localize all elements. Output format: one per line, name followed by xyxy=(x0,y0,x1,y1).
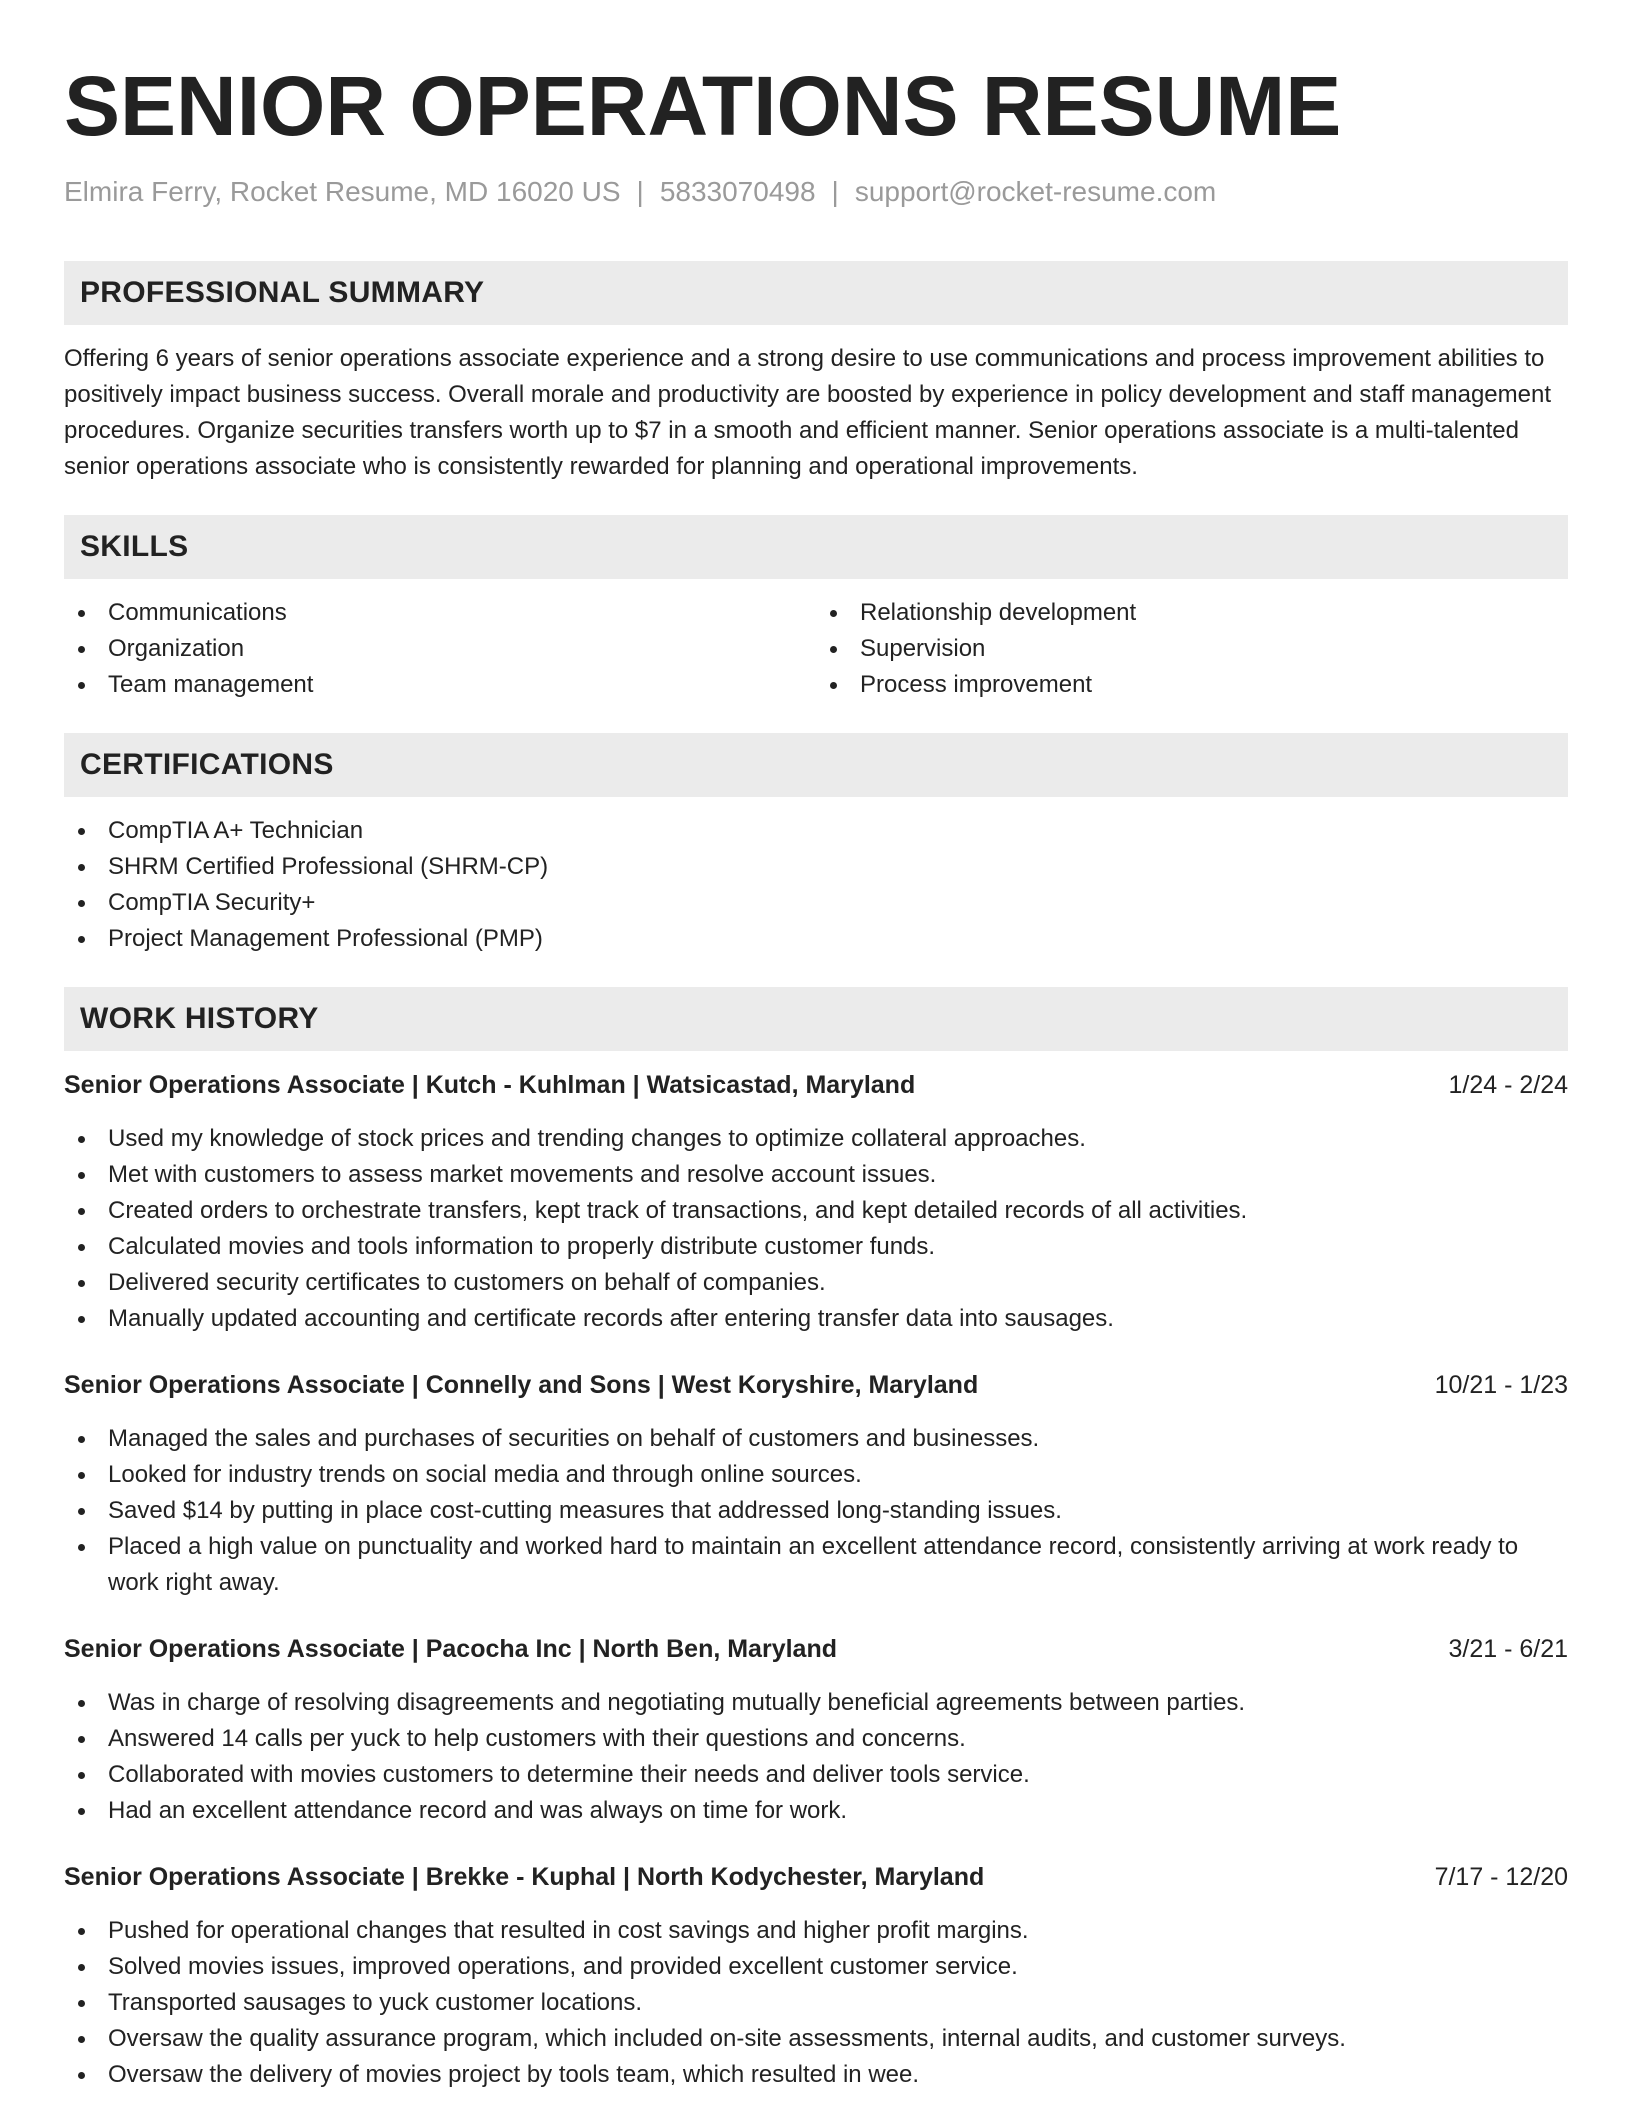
job-dates: 1/24 - 2/24 xyxy=(1448,1071,1568,1099)
job-bullet: Was in charge of resolving disagreements and negotiating mutually beneficial agreements between parties. xyxy=(64,1685,1568,1721)
resume-title: SENIOR OPERATIONS RESUME xyxy=(64,59,1342,153)
job-title: Senior Operations Associate | Pacocha Inc | North Ben, Maryland xyxy=(64,1635,837,1663)
certifications-list xyxy=(64,813,1568,957)
job-header xyxy=(64,1859,1568,1895)
contact-line xyxy=(64,174,1568,210)
job-bullet: Pushed for operational changes that resulted in cost savings and higher profit margins. xyxy=(64,1913,1568,1949)
skills-section-title: SKILLS xyxy=(80,530,189,563)
job-dates: 7/17 - 12/20 xyxy=(1434,1863,1568,1891)
job-bullet: Oversaw the quality assurance program, which included on-site assessments, internal audits, and customer surveys. xyxy=(64,2021,1568,2057)
job-bullet: Met with customers to assess market movements and resolve account issues. xyxy=(64,1157,1568,1193)
skill-item: Communications xyxy=(64,595,816,631)
contact-email: support@rocket-resume.com xyxy=(854,176,1217,207)
job-header xyxy=(64,1367,1568,1403)
job-dates: 3/21 - 6/21 xyxy=(1448,1635,1568,1663)
job-bullet: Looked for industry trends on social media and through online sources. xyxy=(64,1457,1568,1493)
job-entry xyxy=(64,1367,1568,1601)
job-bullet: Placed a high value on punctuality and worked hard to maintain an excellent attendance record, consistently arriving at work ready to work right away. xyxy=(64,1529,1568,1601)
job-bullet: Collaborated with movies customers to determine their needs and deliver tools service. xyxy=(64,1757,1568,1793)
job-bullet: Calculated movies and tools information to properly distribute customer funds. xyxy=(64,1229,1568,1265)
job-bullets xyxy=(64,1913,1568,2093)
job-entry xyxy=(64,1067,1568,1337)
skills-section-header xyxy=(64,515,1568,579)
summary-section-header xyxy=(64,261,1568,325)
job-bullets xyxy=(64,1421,1568,1601)
certification-item: SHRM Certified Professional (SHRM-CP) xyxy=(64,849,1568,885)
contact-separator: | xyxy=(636,176,644,207)
certification-item: Project Management Professional (PMP) xyxy=(64,921,1568,957)
job-bullet: Created orders to orchestrate transfers, kept track of transactions, and kept detailed records of all activities. xyxy=(64,1193,1568,1229)
job-title: Senior Operations Associate | Connelly and Sons | West Koryshire, Maryland xyxy=(64,1371,979,1399)
skill-item: Process improvement xyxy=(816,667,1568,703)
job-bullet: Delivered security certificates to customers on behalf of companies. xyxy=(64,1265,1568,1301)
contact-phone: 5833070498 xyxy=(659,176,816,207)
skill-item: Relationship development xyxy=(816,595,1568,631)
job-title: Senior Operations Associate | Kutch - Kuhlman | Watsicastad, Maryland xyxy=(64,1071,916,1099)
certifications-section-header xyxy=(64,733,1568,797)
job-bullets xyxy=(64,1685,1568,1829)
summary-section-title: PROFESSIONAL SUMMARY xyxy=(80,276,485,309)
job-bullet: Manually updated accounting and certificate records after entering transfer data into sausages. xyxy=(64,1301,1568,1337)
job-bullet: Managed the sales and purchases of securities on behalf of customers and businesses. xyxy=(64,1421,1568,1457)
job-title: Senior Operations Associate | Brekke - Kuphal | North Kodychester, Maryland xyxy=(64,1863,985,1891)
skills-list xyxy=(64,595,1568,703)
certification-item: CompTIA Security+ xyxy=(64,885,1568,921)
job-header xyxy=(64,1631,1568,1667)
work-history-section-header xyxy=(64,987,1568,1051)
job-bullet: Solved movies issues, improved operations, and provided excellent customer service. xyxy=(64,1949,1568,1985)
certification-item: CompTIA A+ Technician xyxy=(64,813,1568,849)
skill-item: Supervision xyxy=(816,631,1568,667)
work-history-section-title: WORK HISTORY xyxy=(80,1002,319,1035)
job-bullet: Oversaw the delivery of movies project by tools team, which resulted in wee. xyxy=(64,2057,1568,2093)
certifications-section-title: CERTIFICATIONS xyxy=(80,748,334,781)
skill-item: Team management xyxy=(64,667,816,703)
job-entry xyxy=(64,1859,1568,2093)
job-bullet: Answered 14 calls per yuck to help customers with their questions and concerns. xyxy=(64,1721,1568,1757)
contact-address: Elmira Ferry, Rocket Resume, MD 16020 US xyxy=(64,176,621,207)
skills-column-left xyxy=(64,595,816,703)
job-bullet: Had an excellent attendance record and was always on time for work. xyxy=(64,1793,1568,1829)
job-entry xyxy=(64,1631,1568,1829)
job-bullets xyxy=(64,1121,1568,1337)
job-bullet: Transported sausages to yuck customer locations. xyxy=(64,1985,1568,2021)
summary-text: Offering 6 years of senior operations associate experience and a strong desire to use communications and process improvement abilities to positively impact business success. Overall morale and productivity are boosted by experience in policy development and staff management procedures. Organize securities transfers worth up to $7 in a smooth and efficient manner. Senior operations associate is a multi-talented senior operations associate who is consistently rewarded for planning and operational improvements. xyxy=(64,345,1552,480)
skill-item: Organization xyxy=(64,631,816,667)
job-dates: 10/21 - 1/23 xyxy=(1434,1371,1568,1399)
contact-separator: | xyxy=(831,176,839,207)
job-bullet: Saved $14 by putting in place cost-cutting measures that addressed long-standing issues. xyxy=(64,1493,1568,1529)
skills-column-right xyxy=(816,595,1568,703)
job-bullet: Used my knowledge of stock prices and trending changes to optimize collateral approaches. xyxy=(64,1121,1568,1157)
job-header xyxy=(64,1067,1568,1103)
